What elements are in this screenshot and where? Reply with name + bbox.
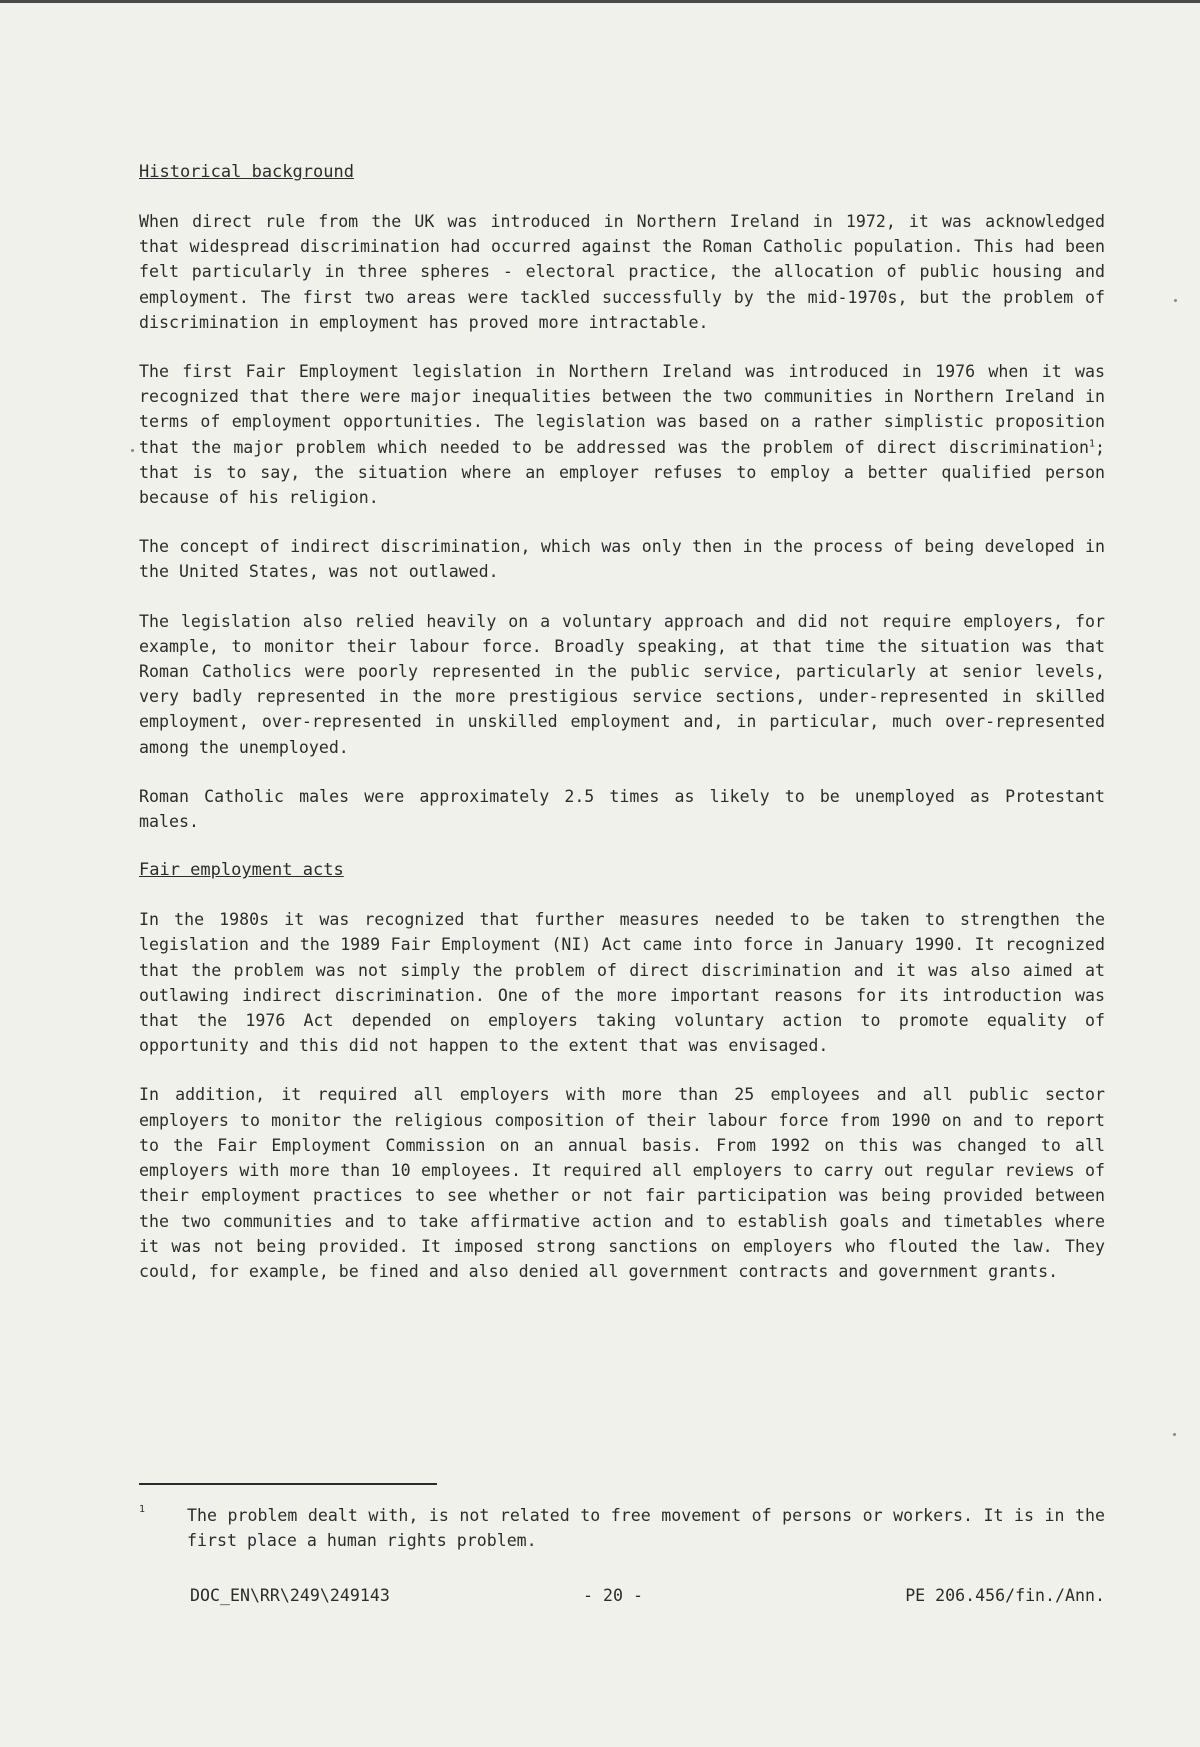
- footnote-mark: 1: [139, 1504, 146, 1515]
- section-heading-historical: Historical background: [139, 162, 354, 182]
- scan-speck: [1174, 299, 1177, 302]
- paragraph-1980s-measures: In the 1980s it was recognized that further measures needed to be taken to strengthen the legislation and the 1989 Fair Employment (NI) Act came into force in January 1990. It recognized that the problem was not simply the problem of direct discrimination and it was also aimed at outlawing indirect discrimination. One of the more important reasons for its introduction was that the 1976 Act depended on employers taking voluntary action to promote equality of opportunity and this did not happen to the extent that was envisaged.: [139, 910, 1105, 1056]
- scan-top-edge: [0, 0, 1200, 3]
- footer-page-number: - 20 -: [583, 1586, 643, 1605]
- paragraph-direct-rule: When direct rule from the UK was introduced in Northern Ireland in 1972, it was acknowledged that widespread discrimination had occurred against the Roman Catholic population. This had been felt particularly in three spheres - electoral practice, the allocation of public housing and employment. The first two areas were tackled successfully by the mid-1970s, but the problem of discrimination in employment has proved more intractable.: [139, 212, 1105, 332]
- paragraph-indirect-discrimination: The concept of indirect discrimination, which was only then in the process of being developed in the United States, was not outlawed.: [139, 537, 1105, 582]
- footer-doc-ref: DOC_EN\RR\249\249143: [190, 1586, 390, 1605]
- paragraph-text-after-ref: ; that is to say, the situation where an employer refuses to employ a better qualified person because of his religion.: [139, 437, 1105, 508]
- footer-pe-ref: PE 206.456/fin./Ann.: [905, 1586, 1105, 1605]
- scan-speck: [1173, 1433, 1176, 1436]
- footnote-text: The problem dealt with, is not related to free movement of persons or workers. It is in the first place a human rights problem.: [187, 1506, 1105, 1551]
- footnote-separator: [139, 1483, 437, 1485]
- paragraph-monitoring-requirements: In addition, it required all employers with more than 25 employees and all public sector employers to monitor the religious composition of their labour force from 1990 on and to report to the Fair Employment Commission on an annual basis. From 1992 on this was changed to all employers with more than 10 employees. It required all employers to carry out regular reviews of their employment practices to see whether or not fair participation was being provided between the two communities and to take affirmative action and to establish goals and timetables where it was not being provided. It imposed strong sanctions on employers who flouted the law. They could, for example, be fined and also denied all government contracts and government grants.: [139, 1085, 1105, 1281]
- paragraph-voluntary-approach: The legislation also relied heavily on a voluntary approach and did not require employers, for example, to monitor their labour force. Broadly speaking, at that time the situation was that Roman Catholics were poorly represented in the public service, particularly at senior levels, very badly represented in the more prestigious service sections, under-represented in skilled employment, over-represented in unskilled employment and, in particular, much over-represented among the unemployed.: [139, 611, 1105, 757]
- paragraph-unemployment-ratio: Roman Catholic males were approximately 2.5 times as likely to be unemployed as Protestant males.: [139, 786, 1105, 832]
- footnote-reference: 1: [1088, 438, 1095, 450]
- scan-speck: [131, 449, 134, 452]
- paragraph-text-before-ref: The first Fair Employment legislation in Northern Ireland was introduced in 1976 when it was recognized that there were major inequalities between the two communities in Northern Ireland in terms of employment opportunities. The legislation was based on a rather simplistic proposition that the major problem which needed to be addressed was the problem of direct discrimination: [139, 362, 1105, 457]
- document-body: [139, 160, 1105, 1308]
- footnote: [139, 1503, 1105, 1553]
- section-heading-fair-employment-acts: Fair employment acts: [139, 860, 344, 881]
- paragraph-first-fair-employment: [139, 359, 1105, 510]
